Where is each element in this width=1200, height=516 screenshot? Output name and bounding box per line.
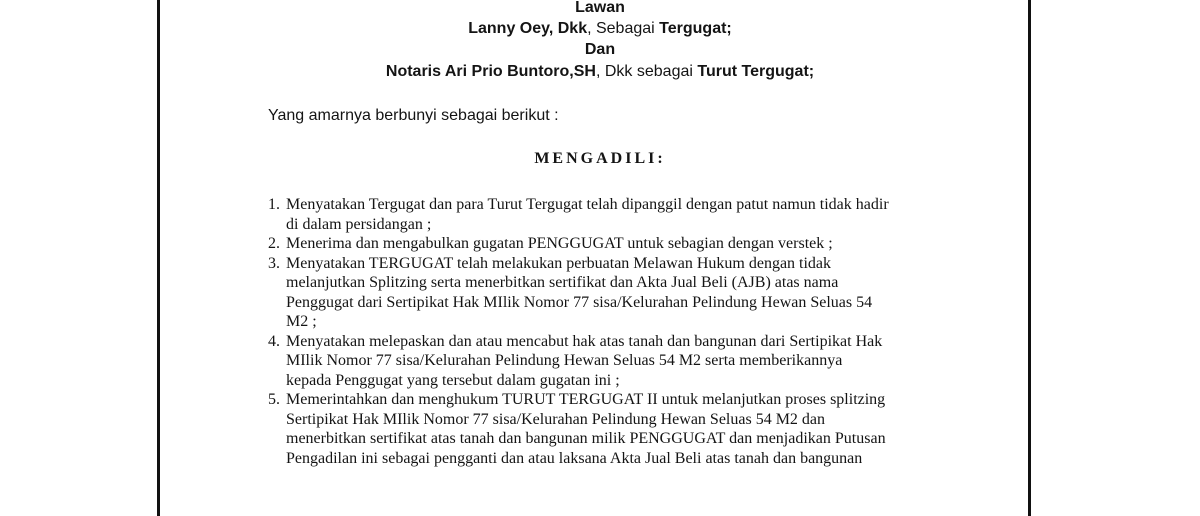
- header-line-tergugat: Lanny Oey, Dkk, Sebagai Tergugat;: [468, 20, 732, 37]
- ruling-item-line: Penggugat dari Sertipikat Hak MIlik Nomor 77 sisa/Kelurahan Pelindung Hewan Seluas 54: [286, 293, 873, 311]
- ruling-item: [268, 390, 968, 468]
- header-line-dan: Dan: [584, 41, 616, 58]
- ruling-item-line: melanjutkan Splitzing serta menerbitkan sertifikat dan Akta Jual Beli (AJB) atas nama: [286, 274, 839, 291]
- header-line-lawan: Lawan: [575, 0, 625, 16]
- ruling-item-line: Menyatakan Tergugat dan para Turut Tergugat telah dipanggil dengan patut namun tidak hadir: [286, 196, 889, 213]
- ruling-item-line: kepada Penggugat yang tersebut dalam gugatan ini ;: [286, 371, 620, 389]
- ruling-item: [268, 195, 968, 234]
- ruling-item-number: 1.: [268, 196, 280, 213]
- ruling-item-number: 2.: [268, 235, 280, 252]
- ruling-item-number: 3.: [268, 254, 280, 272]
- ruling-item-number: 5.: [268, 391, 280, 408]
- ruling-item-line: Menyatakan melepaskan dan atau mencabut hak atas tanah dan bangunan dari Sertipikat Hak: [286, 332, 883, 350]
- ruling-item-number: 4.: [268, 332, 280, 350]
- ruling-item-line: Menyatakan TERGUGAT telah melakukan perbuatan Melawan Hukum dengan tidak: [286, 254, 832, 272]
- ruling-item: [268, 234, 968, 254]
- header-line-turut-tergugat: Notaris Ari Prio Buntoro,SH, Dkk sebagai Turut Tergugat;: [385, 63, 815, 80]
- ruling-item: [268, 254, 968, 332]
- ruling-item-line: M2 ;: [286, 313, 317, 330]
- ruling-item: [268, 332, 968, 391]
- ruling-item-line: Sertipikat Hak MIlik Nomor 77 sisa/Kelurahan Pelindung Hewan Seluas 54 M2 dan: [286, 410, 826, 428]
- ruling-item-line: MIlik Nomor 77 sisa/Kelurahan Pelindung Hewan Seluas 54 M2 serta memberikannya: [286, 352, 843, 369]
- section-heading: MENGADILI:: [534, 150, 666, 167]
- ruling-item-line: menerbitkan sertifikat atas tanah dan bangunan milik PENGGUGAT dan menjadikan Putusan: [286, 430, 886, 447]
- ruling-item-line: Menerima dan mengabulkan gugatan PENGGUGAT untuk sebagian dengan verstek ;: [286, 235, 833, 252]
- ruling-item-line: Pengadilan ini sebagai pengganti dan atau laksana Akta Jual Beli atas tanah dan bangunan: [286, 449, 863, 467]
- ruling-item-line: Memerintahkan dan menghukum TURUT TERGUGAT II untuk melanjutkan proses splitzing: [286, 391, 886, 408]
- ruling-list: [268, 195, 968, 468]
- ruling-item-line: di dalam persidangan ;: [286, 215, 432, 233]
- intro-text: Yang amarnya berbunyi sebagai berikut :: [268, 107, 559, 124]
